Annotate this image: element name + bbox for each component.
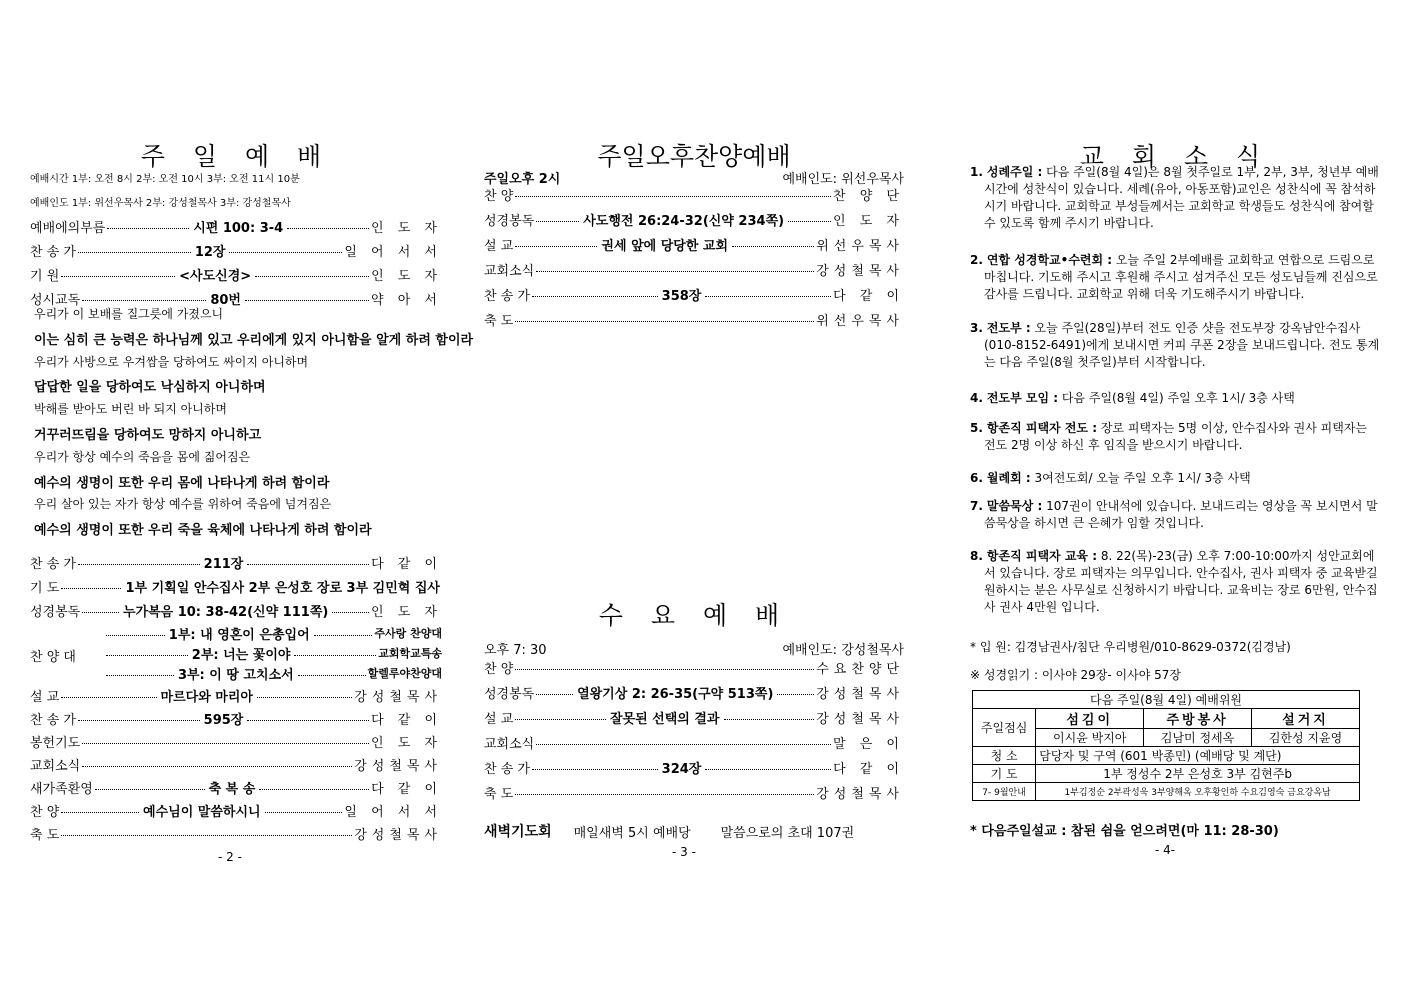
dawn-prayer-time: 매일새벽 5시 예배당: [573, 825, 691, 841]
leader-dots: [82, 300, 206, 301]
order-row: [104, 622, 442, 644]
news-number: 8.: [970, 549, 983, 563]
page-number: - 4-: [1155, 843, 1176, 857]
news-item: [970, 164, 1380, 232]
order-item: 1부 기획일 안수집사 2부 은성호 장로 3부 김민혁 집사: [125, 580, 440, 596]
order-leader: 강성철목사: [816, 786, 904, 802]
news-number: 5.: [970, 421, 983, 435]
order-label: 기 원: [30, 268, 60, 284]
wednesday-leader: 예배인도: 강성철목사: [782, 642, 904, 658]
leader-dots: [229, 252, 342, 253]
leader-dots: [82, 766, 352, 767]
leader-dots: [78, 720, 200, 721]
order-row: [30, 684, 442, 706]
leader-dots: [314, 635, 373, 636]
leader-dots: [515, 794, 814, 795]
choir-label: 찬 양 대: [30, 649, 76, 665]
order-label: 찬 송 가: [30, 712, 76, 728]
order-leader: 약 아 서: [371, 292, 442, 308]
order-item: 595장: [203, 712, 244, 728]
duty-col-1: 주방봉사: [1144, 709, 1252, 729]
order-row: [30, 263, 442, 285]
order-leader: 다 같 이: [833, 761, 905, 777]
order-leader: 인 도 자: [833, 213, 904, 229]
order-row: [484, 681, 904, 703]
order-row: [30, 776, 442, 798]
order-leader: 일 어 서 서: [344, 244, 442, 260]
order-label: 찬 송 가: [30, 244, 76, 260]
leader-dots: [532, 769, 658, 770]
order-leader: 다 같 이: [371, 712, 443, 728]
dawn-prayer-label: 새벽기도회: [484, 824, 552, 840]
bible-reading-note: ※ 성경읽기 : 이사야 29장- 이사야 57장: [970, 668, 1181, 682]
order-item: 12장: [194, 244, 226, 260]
news-heading: 항존직 피택자 교육 :: [986, 549, 1097, 563]
order-leader: 일 어 서 서: [344, 804, 443, 820]
news-item: [970, 390, 1380, 407]
order-leader: 찬 양 단: [833, 188, 904, 204]
responsive-reading-line: 답답한 일을 당하여도 낙심하지 아니하며: [34, 380, 266, 396]
order-item: 예수님이 말씀하시니: [143, 804, 261, 820]
news-number: 6.: [970, 471, 983, 485]
wednesday-worship-title: 수 요 예 배: [598, 601, 790, 630]
order-item: 324장: [661, 761, 702, 777]
dawn-prayer-row: [484, 820, 904, 842]
order-leader: 강성철목사: [816, 263, 904, 279]
order-item: 1부: 내 영혼이 은총입어: [168, 627, 310, 643]
news-number: 3.: [970, 321, 983, 335]
order-leader: 인 도 자: [371, 268, 443, 284]
afternoon-worship-title: 주일오후찬양예배: [597, 142, 791, 171]
leader-dots: [78, 564, 200, 565]
news-heading: 전도부 모임 :: [986, 391, 1059, 405]
order-row: [104, 642, 442, 664]
order-leader: 강성철목사: [816, 711, 905, 727]
responsive-reading-line: 거꾸러뜨림을 당하여도 망하지 아니하고: [34, 428, 262, 443]
order-label: 성경봉독: [30, 604, 81, 620]
duty-row-label: 주일점심: [973, 709, 1036, 747]
order-item: 누가복음 10: 38-42(신약 111쪽): [122, 604, 329, 620]
order-label: 찬 송 가: [484, 288, 530, 304]
order-item: 열왕기상 2: 26-35(구약 513쪽): [577, 686, 774, 702]
leader-dots: [788, 221, 831, 222]
leader-dots: [82, 743, 369, 744]
responsive-reading-line: 우리 살아 있는 자가 항상 예수를 위하여 죽음에 넘겨짐은: [34, 497, 332, 512]
order-label: 교회소식: [484, 736, 535, 752]
order-leader: 강성철목사: [816, 686, 905, 702]
order-item: 211장: [203, 556, 244, 572]
order-label: 찬 양: [484, 661, 514, 677]
leader-dots: [294, 655, 376, 656]
order-row: [30, 575, 442, 597]
leader-dots: [515, 196, 831, 197]
responsive-reading-line: 예수의 생명이 또한 우리 죽을 육체에 나타나게 하려 함이라: [34, 523, 372, 539]
leader-dots: [732, 246, 814, 247]
leader-dots: [255, 276, 369, 277]
order-label: 축 도: [30, 827, 60, 843]
order-item: 사도행전 26:24-32(신약 234쪽): [583, 213, 785, 229]
news-text: 다음 주일(8월 4일) 주일 오후 1시/ 3층 사택: [1058, 391, 1295, 405]
order-leader: 다 같 이: [833, 288, 905, 304]
responsive-reading-line: 박해를 받아도 버린 바 되지 아니하며: [34, 402, 227, 417]
duty-cell-1: 김남미 정세옥: [1144, 729, 1252, 747]
responsive-reading-line: 우리가 이 보배를 질그릇에 가졌으니: [34, 307, 224, 321]
news-number: 7.: [970, 499, 983, 513]
leader-dots: [536, 744, 831, 745]
responsive-reading-line: 우리가 사방으로 우겨쌈을 당하여도 싸이지 아니하며: [34, 354, 309, 369]
order-leader: 인 도 자: [371, 735, 442, 751]
news-item: [970, 420, 1380, 454]
leader-dots: [106, 635, 165, 636]
order-row: [30, 707, 442, 729]
leader-dots: [106, 655, 188, 656]
leader-dots: [95, 789, 205, 790]
hospital-note: * 입 원: 김경남권사/침단 우리병원/010-8629-0372(김경남): [970, 640, 1291, 654]
leader-dots: [106, 675, 174, 676]
order-item: 시편 100: 3-4: [193, 220, 284, 236]
leader-dots: [515, 246, 597, 247]
page-number: - 2 -: [218, 850, 242, 864]
leader-dots: [777, 694, 814, 695]
leader-dots: [61, 697, 156, 698]
order-row: [484, 656, 904, 678]
order-item: 2부: 너는 꽃이야: [191, 647, 291, 663]
church-news-title: 교 회 소 식: [1079, 142, 1271, 171]
order-leader: 다 같 이: [371, 781, 443, 797]
leader-dots: [332, 612, 369, 613]
leader-dots: [61, 276, 175, 277]
leader-dots: [82, 612, 119, 613]
order-item: 80번: [210, 292, 241, 308]
order-label: 새가족환영: [30, 781, 93, 797]
order-row: [30, 730, 442, 752]
order-item: 축 복 송: [208, 781, 256, 797]
leader-dots: [705, 296, 831, 297]
clean-label: 청 소: [973, 747, 1036, 765]
order-row: [30, 753, 442, 775]
order-label: 설 교: [484, 711, 514, 727]
leader-dots: [247, 564, 369, 565]
order-row: [484, 283, 904, 305]
leader-dots: [287, 228, 369, 229]
leader-dots: [536, 221, 579, 222]
leader-dots: [515, 719, 606, 720]
order-row: [30, 239, 442, 261]
news-heading: 성례주일 :: [986, 165, 1043, 179]
worship-leaders: 예배인도 1부: 위선우목사 2부: 강성철목사 3부: 강성철목사: [30, 198, 291, 209]
leader-dots: [259, 789, 369, 790]
leader-dots: [705, 769, 831, 770]
afternoon-leader: 예배인도: 위선우목사: [782, 171, 904, 187]
news-text: 오늘 주일(28일)부터 전도 인증 샷을 전도부장 강옥남안수집사(010-8152-6491)에게 보내시면 커피 쿠폰 2장을 보내드립니다. 전도 통계는 다음 주일(8월 첫주일)부터 시작합니다.: [984, 321, 1380, 369]
prayer-label: 기 도: [973, 765, 1036, 783]
news-text: 장로 피택자는 5명 이상, 안수집사와 권사 피택자는 전도 2명 이상 하신 후 임직을 받으시기 바랍니다.: [984, 421, 1367, 452]
order-label: 축 도: [484, 786, 514, 802]
news-heading: 전도부 :: [986, 321, 1031, 335]
news-number: 2.: [970, 253, 983, 267]
order-leader: 교회학교특송: [378, 647, 443, 660]
guide-value: 1부김정순 2부곽성욱 3부양해옥 오후황인하 수요김영숙 금요강옥남: [1036, 783, 1360, 801]
order-label: 찬 송 가: [30, 556, 76, 572]
news-text: 3여전도회/ 오늘 주일 오후 1시/ 3층 사택: [1030, 471, 1251, 485]
order-leader: 위선우목사: [816, 313, 904, 329]
order-row: [30, 599, 442, 621]
responsive-reading-line: 이는 심히 큰 능력은 하나님께 있고 우리에게 있지 아니함을 알게 하려 함이라: [34, 332, 474, 348]
duty-col-0: 섬김이: [1036, 709, 1144, 729]
wednesday-time: 오후 7: 30: [484, 642, 547, 658]
order-label: 성시교독: [30, 292, 81, 308]
leader-dots: [61, 835, 352, 836]
leader-dots: [257, 697, 352, 698]
leader-dots: [265, 812, 343, 813]
order-row: [484, 183, 904, 205]
worship-times: 예배시간 1부: 오전 8시 2부: 오전 10시 3부: 오전 11시 10분: [30, 174, 300, 185]
order-row: [484, 706, 904, 728]
order-row: [30, 215, 442, 237]
leader-dots: [298, 675, 366, 676]
leader-dots: [532, 296, 658, 297]
news-number: 4.: [970, 391, 983, 405]
news-heading: 연합 성경학교•수련회 :: [986, 253, 1113, 267]
order-label: 설 교: [484, 238, 514, 254]
order-label: 봉헌기도: [30, 735, 81, 751]
order-row: [484, 731, 904, 753]
duty-table: [972, 690, 1360, 801]
news-heading: 월례회 :: [986, 471, 1031, 485]
duty-cell-0: 이시윤 박지아: [1036, 729, 1144, 747]
page-number: - 3 -: [672, 845, 696, 859]
order-row: [30, 799, 442, 821]
order-row: [30, 822, 442, 844]
guide-label: 7- 9월안내: [973, 783, 1036, 801]
leader-dots: [515, 321, 814, 322]
order-label: 찬 송 가: [484, 761, 530, 777]
order-leader: 인 도 자: [371, 604, 442, 620]
news-item: [970, 548, 1380, 616]
leader-dots: [536, 271, 814, 272]
sunday-worship-title: 주 일 예 배: [140, 142, 332, 171]
duty-cell-2: 김한성 지윤영: [1252, 729, 1360, 747]
order-leader: 말 은 이: [833, 736, 904, 752]
next-sermon: * 다음주일설교 : 참된 쉼을 얻으려면(마 11: 28-30): [970, 824, 1279, 839]
afternoon-time: 주일오후 2시: [484, 171, 561, 187]
news-item: [970, 498, 1380, 532]
news-heading: 말씀묵상 :: [986, 499, 1043, 513]
order-row: [484, 233, 904, 255]
order-row: [484, 756, 904, 778]
order-row: [484, 308, 904, 330]
order-label: 교회소식: [484, 263, 535, 279]
news-item: [970, 470, 1380, 487]
leader-dots: [515, 669, 814, 670]
leader-dots: [61, 812, 139, 813]
order-leader: 강성철목사: [354, 758, 442, 774]
order-leader: 위선우목사: [816, 238, 904, 254]
leader-dots: [78, 252, 191, 253]
leader-dots: [724, 719, 815, 720]
news-text: 107권이 안내석에 있습니다. 보내드리는 영상을 꼭 보시면서 말씀묵상을 하시면 큰 은혜가 임할 것입니다.: [984, 499, 1378, 530]
order-leader: 할렐루야찬양대: [367, 667, 442, 680]
order-item: 잘못된 선택의 결과: [609, 711, 720, 727]
clean-value: 담당자 및 구역 (601 박종민) (예배당 및 계단): [1036, 747, 1360, 765]
leader-dots: [536, 694, 573, 695]
order-row: [484, 208, 904, 230]
order-item: <사도신경>: [179, 268, 252, 284]
order-row: [104, 662, 442, 684]
order-leader: 강성철목사: [354, 827, 442, 843]
order-leader: 강성철목사: [354, 689, 443, 705]
news-number: 1.: [970, 165, 983, 179]
leader-dots: [247, 720, 369, 721]
duty-col-2: 설거지: [1252, 709, 1360, 729]
dawn-prayer-book: 말씀으로의 초대 107권: [720, 825, 855, 841]
order-label: 찬 양: [484, 188, 514, 204]
order-leader: 수요찬양단: [816, 661, 904, 677]
order-row: [484, 258, 904, 280]
order-label: 찬 양: [30, 804, 60, 820]
prayer-value: 1부 정성수 2부 은성호 3부 김현주b: [1036, 765, 1360, 783]
leader-dots: [245, 300, 369, 301]
order-row: [30, 551, 442, 573]
news-item: [970, 320, 1380, 371]
leader-dots: [107, 228, 189, 229]
order-label: 교회소식: [30, 758, 81, 774]
order-label: 설 교: [30, 689, 60, 705]
news-text: 8. 22(목)-23(금) 오후 7:00-10:00까지 성안교회에서 있습니다. 장로 피택자는 의무입니다. 안수집사, 권사 피택자 중 교육받길 원하시는 분은 사무실로 신청하시기 바랍니다. 교육비는 장로 6만원, 안수집사 권사 4만원 입니다.: [984, 549, 1378, 614]
order-label: 기 도: [30, 580, 60, 596]
order-label: 축 도: [484, 313, 514, 329]
order-item: 3부: 이 땅 고치소서: [177, 667, 294, 683]
duty-title: 다음 주일(8월 4일) 예배위원: [973, 691, 1360, 709]
news-text: 다음 주일(8월 4일)은 8월 첫주일로 1부, 2부, 3부, 청년부 예배 시간에 성찬식이 있습니다. 세례(유아, 아동포함)교인은 성찬식에 꼭 참석하시기 바랍니다. 교회학교 부성들께서는 교회학교 학생들도 성찬식에 참여할 수 있도록 함께 주시기 바랍니다.: [984, 165, 1379, 230]
news-heading: 항존직 피택자 전도 :: [986, 421, 1097, 435]
order-label: 성경봉독: [484, 213, 535, 229]
order-leader: 인 도 자: [371, 220, 442, 236]
order-item: 권세 앞에 당당한 교회: [601, 238, 729, 254]
leader-dots: [61, 588, 121, 589]
order-row: [484, 781, 904, 803]
responsive-reading-line: 예수의 생명이 또한 우리 몸에 나타나게 하려 함이라: [34, 475, 330, 491]
news-item: [970, 252, 1380, 303]
order-leader: 다 같 이: [371, 556, 443, 572]
responsive-reading-line: 우리가 항상 예수의 죽음을 몸에 짊어짐은: [34, 449, 251, 464]
order-label: 예배에의부름: [30, 220, 106, 236]
order-item: 358장: [661, 288, 702, 304]
news-text: 오늘 주일 2부예배를 교회학교 연합으로 드림으로 마칩니다. 기도해 주시고 후원해 주시고 섬겨주신 모든 성도님들께 진심으로 감사를 드립니다. 교회학교 위해 더욱 기도해주시기 바랍니다.: [984, 253, 1378, 301]
order-label: 성경봉독: [484, 686, 535, 702]
order-item: 마르다와 마리아: [160, 689, 253, 705]
order-leader: 주사랑 찬양대: [374, 627, 443, 640]
